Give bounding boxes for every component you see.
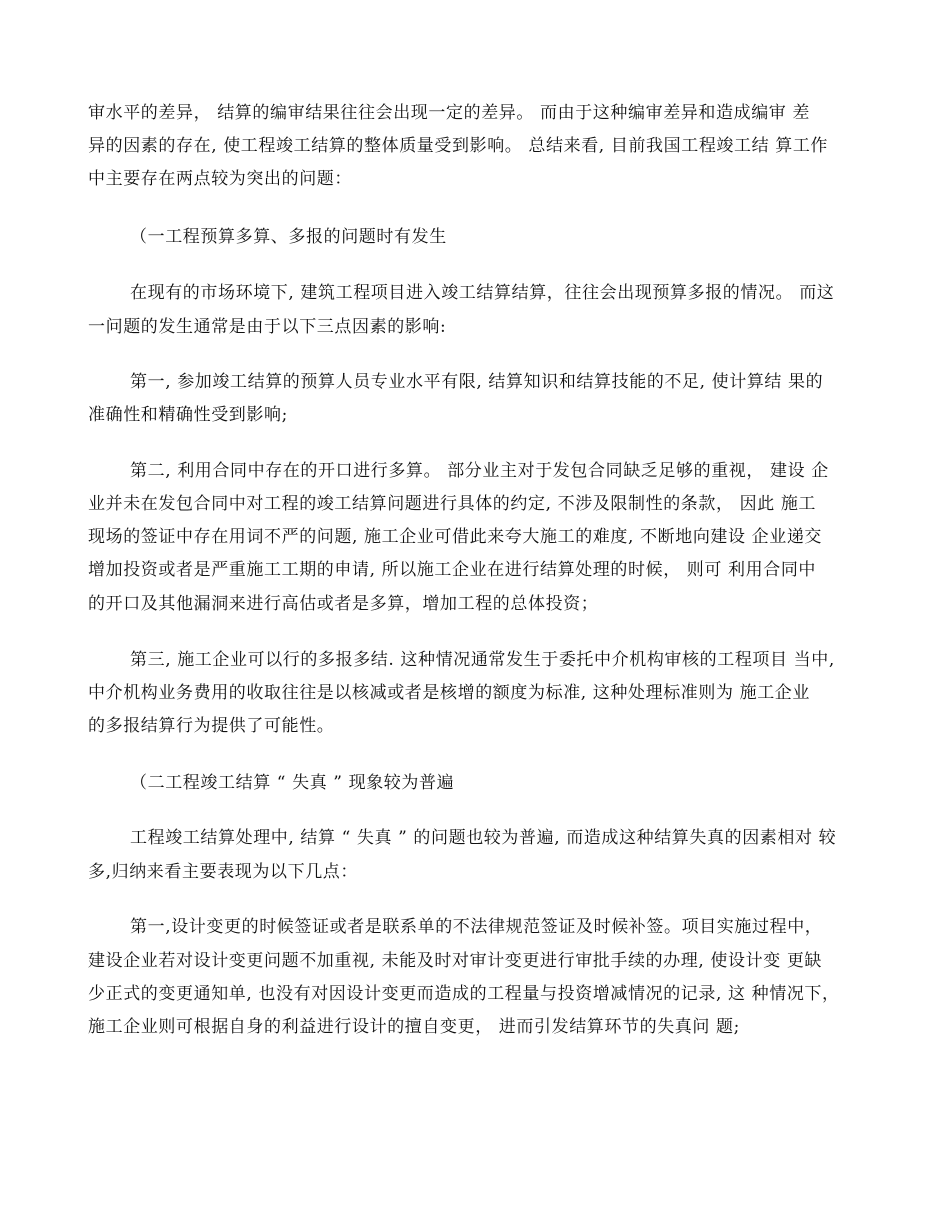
paragraph-first-line: 第一,设计变更的时候签证或者是联系单的不法律规范签证及时候补签。项目实施过程中，: [130, 917, 823, 937]
paragraph-first-line: 第三, 施工企业可以行的多报多结. 这种情况通常发生于委托中介机构审核的工程项目 当中,: [130, 650, 835, 670]
text-line: 少正式的变更通知单, 也没有对因设计变更而造成的工程量与投资增减情况的记录, 这 种情况下，: [88, 984, 840, 1004]
text-line: 准确性和精确性受到影响;: [88, 405, 288, 425]
text-line: 中主要存在两点较为突出的问题：: [88, 169, 352, 189]
paragraph-first-line: 第二, 利用合同中存在的开口进行多算。 部分业主对于发包合同缺乏足够的重视， 建设 企: [130, 461, 829, 481]
text-line: 增加投资或者是严重施工工期的申请, 所以施工企业在进行结算处理的时候， 则可 利用合同中: [88, 560, 817, 580]
paragraph-first-line: 工程竣工结算处理中, 结算 “ 失真 ” 的问题也较为普遍, 而造成这种结算失真的因素相对 较: [130, 828, 837, 848]
text-line: 业并未在发包合同中对工程的竣工结算问题进行具体的约定, 不涉及限制性的条款， 因此 施工: [88, 494, 817, 514]
text-line: 多,归纳来看主要表现为以下几点：: [88, 862, 359, 882]
paragraph-first-line: 在现有的市场环境下, 建筑工程项目进入竣工结算结算，往往会出现预算多报的情况。 而这: [130, 283, 835, 303]
paragraph-first-line: 第一, 参加竣工结算的预算人员专业水平有限, 结算知识和结算技能的不足, 使计算结 果的: [130, 372, 824, 392]
text-line: 一问题的发生通常是由于以下三点因素的影响:: [88, 317, 447, 337]
text-line: 现场的签证中存在用词不严的问题, 施工企业可借此来夸大施工的难度, 不断地向建设 企业递交: [88, 527, 823, 547]
section-heading: （二工程竣工结算 “ 失真 ” 现象较为普遍: [130, 773, 455, 793]
text-line: 施工企业则可根据自身的利益进行设计的擅自变更， 进而引发结算环节的失真问 题;: [88, 1017, 740, 1037]
text-line: 建设企业若对设计变更问题不加重视, 未能及时对审计变更进行审批手续的办理, 使设计变 更缺: [88, 951, 823, 971]
text-line: 异的因素的存在, 使工程竣工结算的整体质量受到影响。 总结来看, 目前我国工程竣工结 算工作: [88, 136, 829, 156]
text-line: 的开口及其他漏洞来进行高估或者是多算，增加工程的总体投资；: [88, 594, 599, 614]
text-line: 中介机构业务费用的收取往往是以核减或者是核增的额度为标准, 这种处理标准则为 施工企业: [88, 683, 811, 703]
section-heading: （一工程预算多算、多报的问题时有发生: [130, 227, 447, 247]
text-line: 的多报结算行为提供了可能性。: [88, 716, 335, 736]
text-line: 审水平的差异， 结算的编审结果往往会出现一定的差异。 而由于这种编审差异和造成编审 差: [88, 103, 811, 123]
